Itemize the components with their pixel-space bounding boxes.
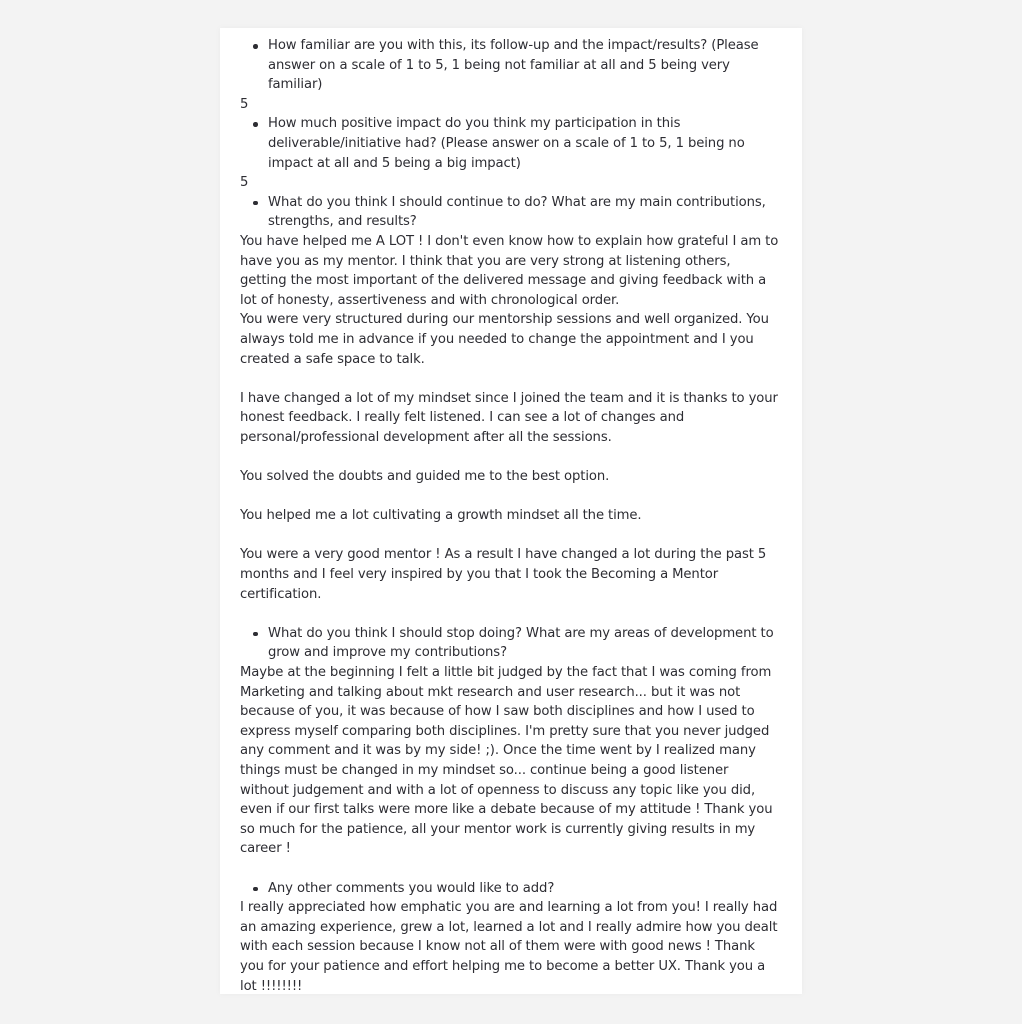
answer-continue-paragraph-3: I have changed a lot of my mindset since I joined the team and it is thanks to your honest feedback. I really felt listened. I can see a lot of changes and personal/professional development after all the sessions. (240, 390, 778, 445)
answer-continue-paragraph-1: You have helped me A LOT ! I don't even know how to explain how grateful I am to have you as my mentor. I think that you are very strong at listening others, getting the most important of the delivered message and giving feedback with a lot of honesty, assertiveness and with chronological order. (240, 233, 779, 308)
question-list-2 (240, 114, 780, 173)
spacer (240, 604, 780, 624)
question-familiarity: How familiar are you with this, its follow-up and the impact/results? (Please answer on a scale of 1 to 5, 1 being not familiar at all and 5 being very familiar) (268, 36, 780, 95)
question-list-5 (240, 879, 780, 899)
question-list-1 (240, 36, 780, 95)
question-other-comments: Any other comments you would like to add? (268, 879, 780, 899)
answer-familiarity: 5 (240, 96, 249, 112)
spacer (240, 369, 780, 389)
spacer (240, 526, 780, 546)
question-stop: What do you think I should stop doing? What are my areas of development to grow and improve my contributions? (268, 624, 780, 663)
feedback-card (220, 28, 802, 994)
question-list-3 (240, 193, 780, 232)
spacer (240, 859, 780, 879)
answer-stop: Maybe at the beginning I felt a little bit judged by the fact that I was coming from Marketing and talking about mkt research and user research... but it was not because of you, it was because of how I saw both disciplines and how I used to express myself comparing both disciplines. I'm pretty sure that you never judged any comment and it was by my side! ;). Once the time went by I realized many things must be changed in my mindset so... continue being a good listener without judgement and with a lot of openness to discuss any topic like you did, even if our first talks were more like a debate because of my attitude ! Thank you so much for the patience, all your mentor work is currently giving results in my career ! (240, 665, 773, 857)
question-continue: What do you think I should continue to do? What are my main contributions, strengths, and results? (268, 193, 780, 232)
answer-continue-paragraph-6: You were a very good mentor ! As a result I have changed a lot during the past 5 months and I feel very inspired by you that I took the Becoming a Mentor certification. (240, 547, 767, 602)
answer-other-comments: I really appreciated how emphatic you are and learning a lot from you! I really had an amazing experience, grew a lot, learned a lot and I really admire how you dealt with each session because I know not all of them were with good news ! Thank you for your patience and effort helping me to become a better UX. Thank you a lot !!!!!!!! (240, 900, 778, 994)
spacer (240, 487, 780, 507)
answer-impact: 5 (240, 175, 249, 191)
question-list-4 (240, 624, 780, 663)
question-impact: How much positive impact do you think my participation in this deliverable/initiative had? (Please answer on a scale of 1 to 5, 1 being no impact at all and 5 being a big impact) (268, 114, 780, 173)
answer-continue-paragraph-4: You solved the doubts and guided me to the best option. (240, 469, 610, 485)
answer-continue-paragraph-2: You were very structured during our mentorship sessions and well organized. You always told me in advance if you needed to change the appointment and I you created a safe space to talk. (240, 312, 769, 367)
spacer (240, 447, 780, 467)
answer-continue-paragraph-5: You helped me a lot cultivating a growth mindset all the time. (240, 508, 642, 524)
